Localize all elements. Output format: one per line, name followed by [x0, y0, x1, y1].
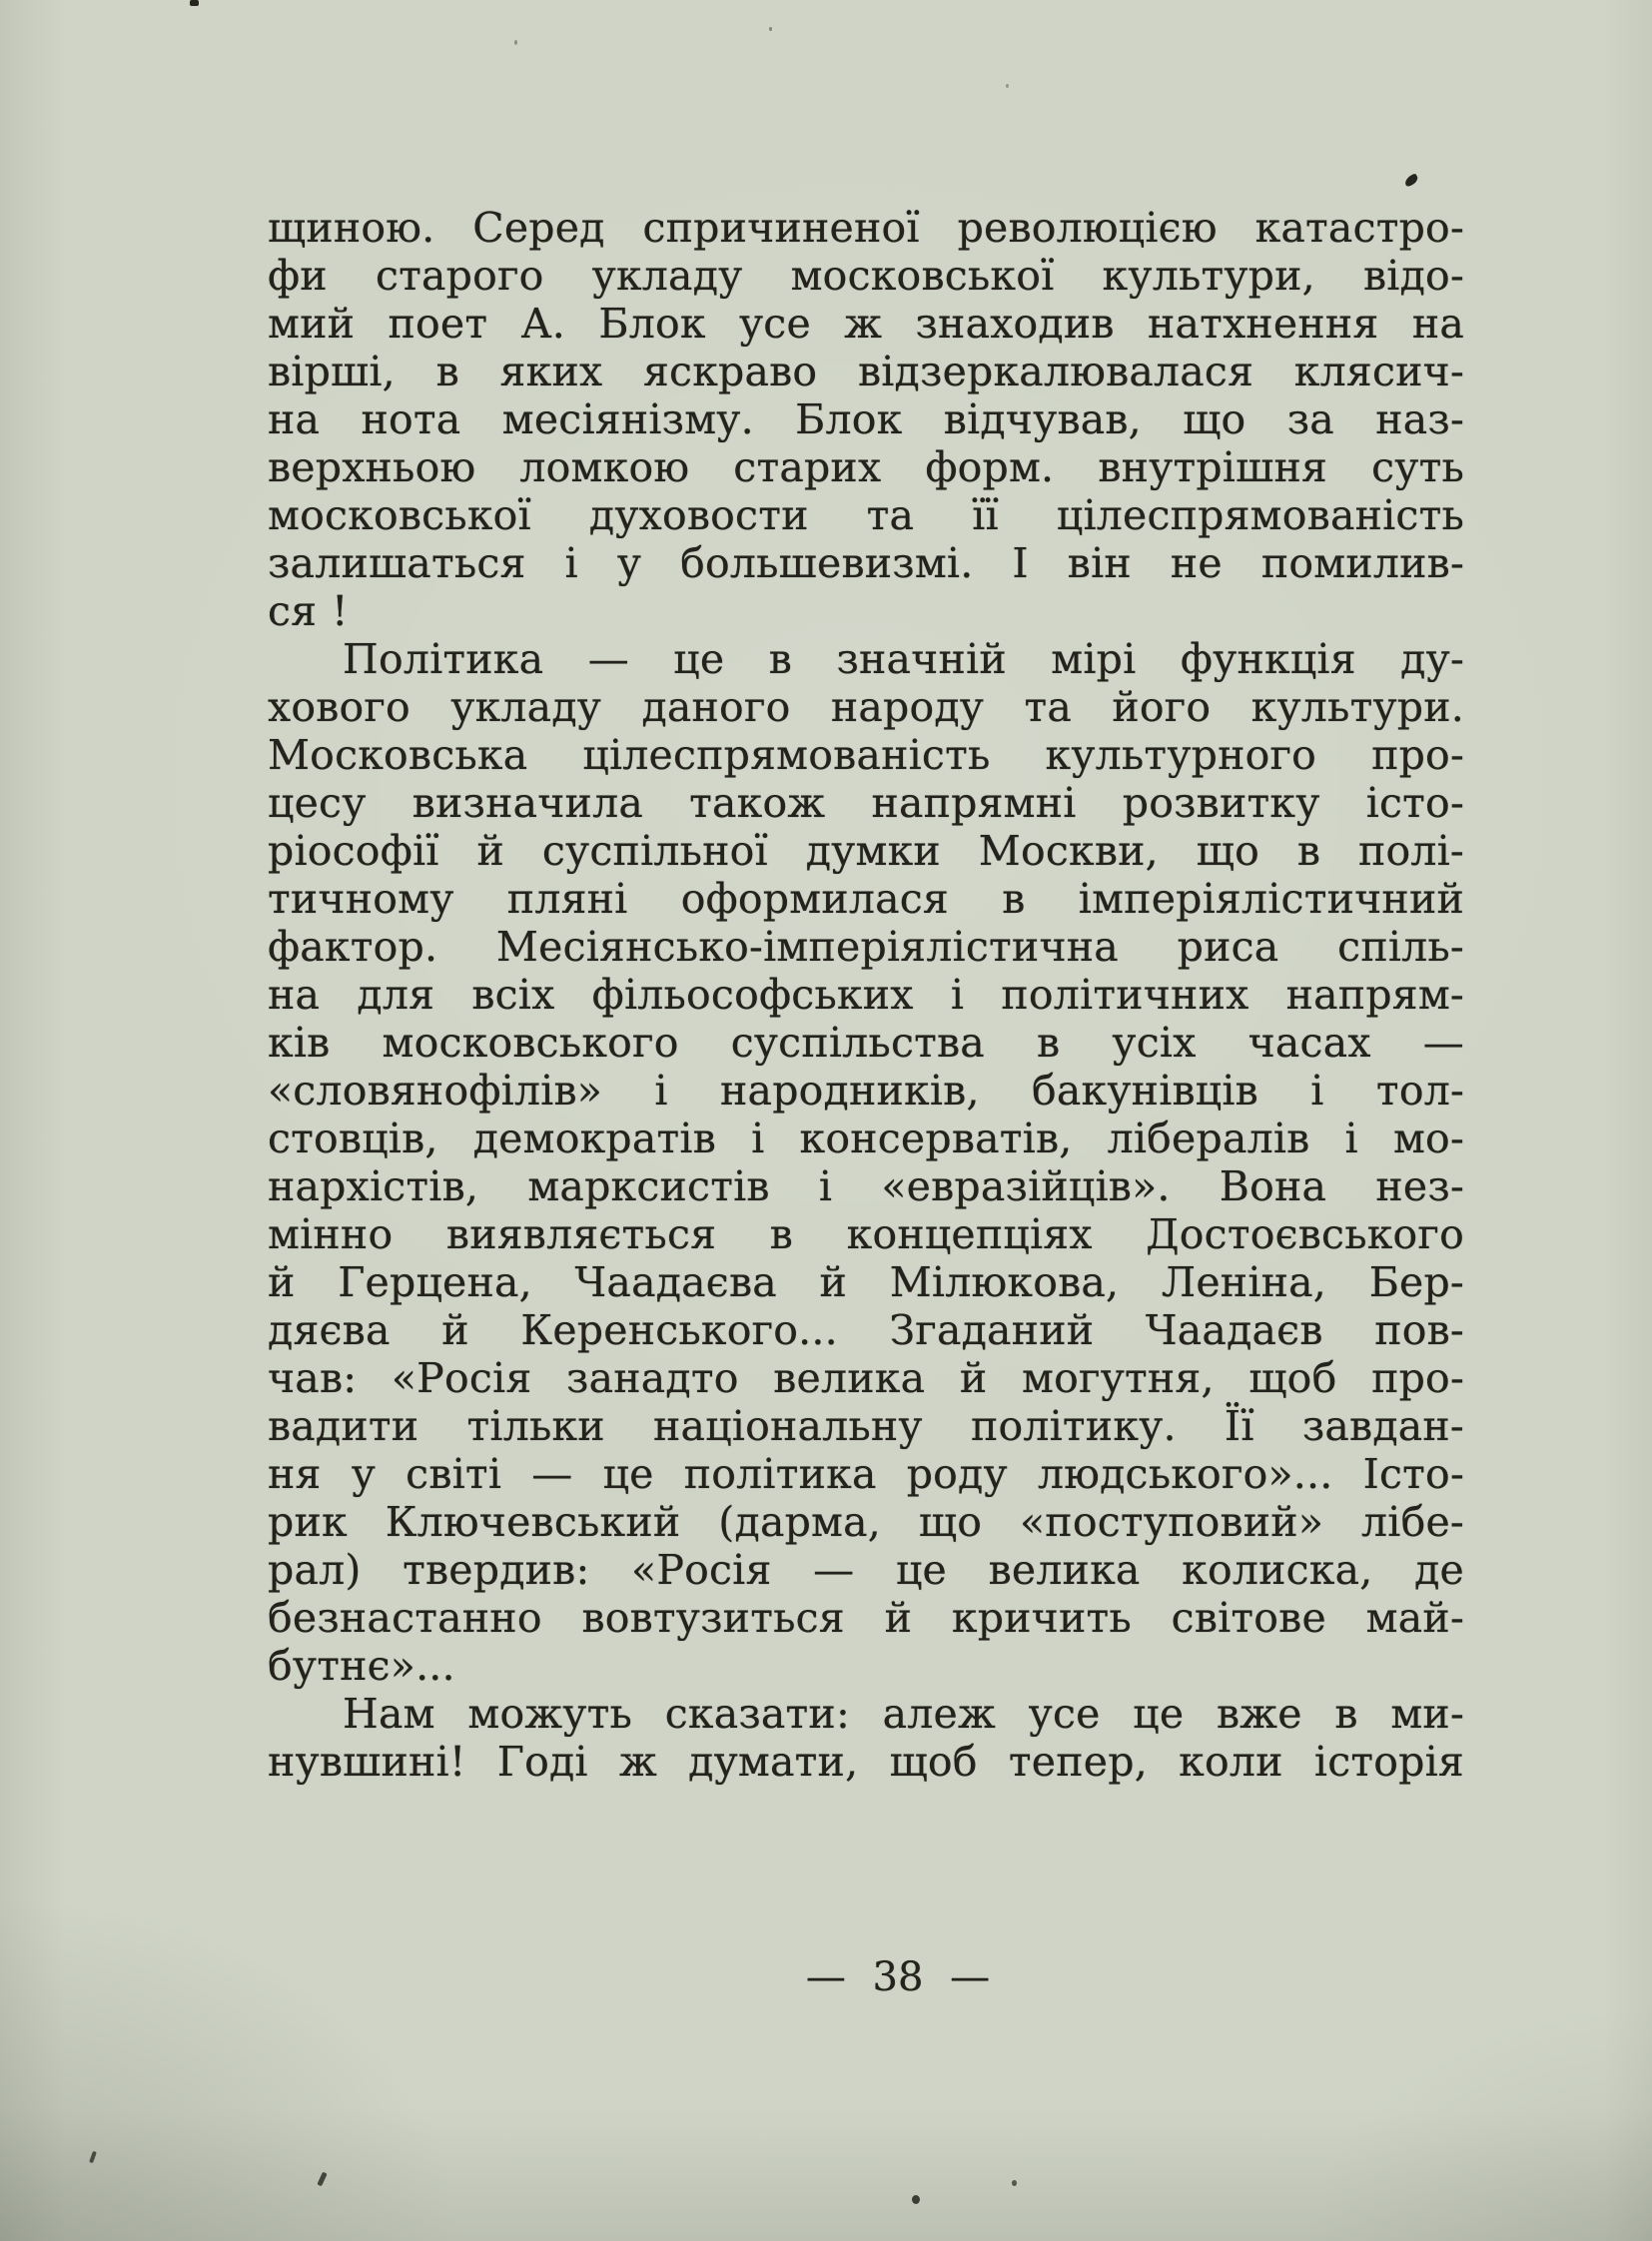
text-line: Московська цілеспрямованість культурного про-	[268, 731, 1464, 779]
text-line: нувшині! Годі ж думати, щоб тепер, коли історія	[268, 1738, 1464, 1786]
ink-speck	[1012, 2180, 1017, 2186]
text-line: мий поет А. Блок усе ж знаходив натхнення на	[268, 300, 1464, 348]
text-line: на для всіх фільософських і політичних напрям-	[268, 971, 1464, 1019]
text-line: рал) твердив: «Росія — це велика колиска, де	[268, 1546, 1464, 1594]
paragraph	[268, 635, 1464, 1690]
ink-speck	[317, 2172, 327, 2187]
text-line: й Герцена, Чаадаєва й Мілюкова, Леніна, Бер-	[268, 1258, 1464, 1306]
ink-speck	[514, 40, 517, 45]
text-line: московської духовости та її цілеспрямованість	[268, 491, 1464, 539]
text-line: верхньою ломкою старих форм. внутрішня суть	[268, 443, 1464, 491]
ink-speck	[190, 0, 199, 6]
ink-speck	[912, 2195, 920, 2204]
text-line: мінно виявляється в концепціях Достоєвського	[268, 1210, 1464, 1258]
ink-speck	[89, 2151, 97, 2164]
text-line: ня у світі — це політика роду людського»... Істо-	[268, 1450, 1464, 1498]
text-line: цесу визначила також напрямні розвитку істо-	[268, 779, 1464, 827]
text-line: Нам можуть сказати: алеж усе це вже в ми-	[343, 1690, 1464, 1738]
text-line: дяєва й Керенського... Згаданий Чаадаєв пов-	[268, 1306, 1464, 1354]
text-line: ків московського суспільства в усіх часах —	[268, 1019, 1464, 1067]
text-line: стовців, демократів і консерватів, лібералів і мо-	[268, 1115, 1464, 1162]
text-line: нархістів, марксистів і «евразійців». Вона нез-	[268, 1162, 1464, 1210]
text-line: фактор. Месіянсько-імперіялістична риса спіль-	[268, 923, 1464, 971]
ink-speck	[1006, 84, 1009, 88]
text-line: щиною. Серед спричиненої революцією катастро-	[268, 204, 1464, 252]
paragraph	[268, 1690, 1464, 1786]
text-line: на нота месіянізму. Блок відчував, що за наз-	[268, 395, 1464, 443]
text-line: безнастанно вовтузиться й кричить світове май-	[268, 1594, 1464, 1642]
text-line: вадити тільки національну політику. Її завдан-	[268, 1402, 1464, 1450]
ink-speck	[1403, 173, 1420, 188]
page-number: — 38 —	[805, 1954, 991, 2000]
text-line: чав: «Росія занадто велика й могутня, щоб про-	[268, 1354, 1464, 1402]
text-line: ріософії й суспільної думки Москви, що в полі-	[268, 827, 1464, 875]
text-line: вірші, в яких яскраво відзеркалювалася клясич-	[268, 348, 1464, 395]
text-line: тичному пляні оформилася в імперіялістичний	[268, 875, 1464, 923]
text-line: хового укладу даного народу та його культури.	[268, 683, 1464, 731]
text-line: фи старого укладу московської культури, відо-	[268, 252, 1464, 300]
text-line: бутнє»...	[268, 1642, 455, 1690]
ink-speck	[769, 27, 772, 31]
text-line: Політика — це в значній мірі функція ду-	[343, 635, 1464, 683]
paragraph	[268, 204, 1464, 635]
page-text	[268, 204, 1464, 1786]
text-line: ся !	[268, 587, 349, 635]
text-line: залишаться і у большевизмі. І він не помилив-	[268, 539, 1464, 587]
text-line: «словянофілів» і народників, бакунівців і тол-	[268, 1067, 1464, 1115]
text-line: рик Ключевський (дарма, що «поступовий» лібе-	[268, 1498, 1464, 1546]
